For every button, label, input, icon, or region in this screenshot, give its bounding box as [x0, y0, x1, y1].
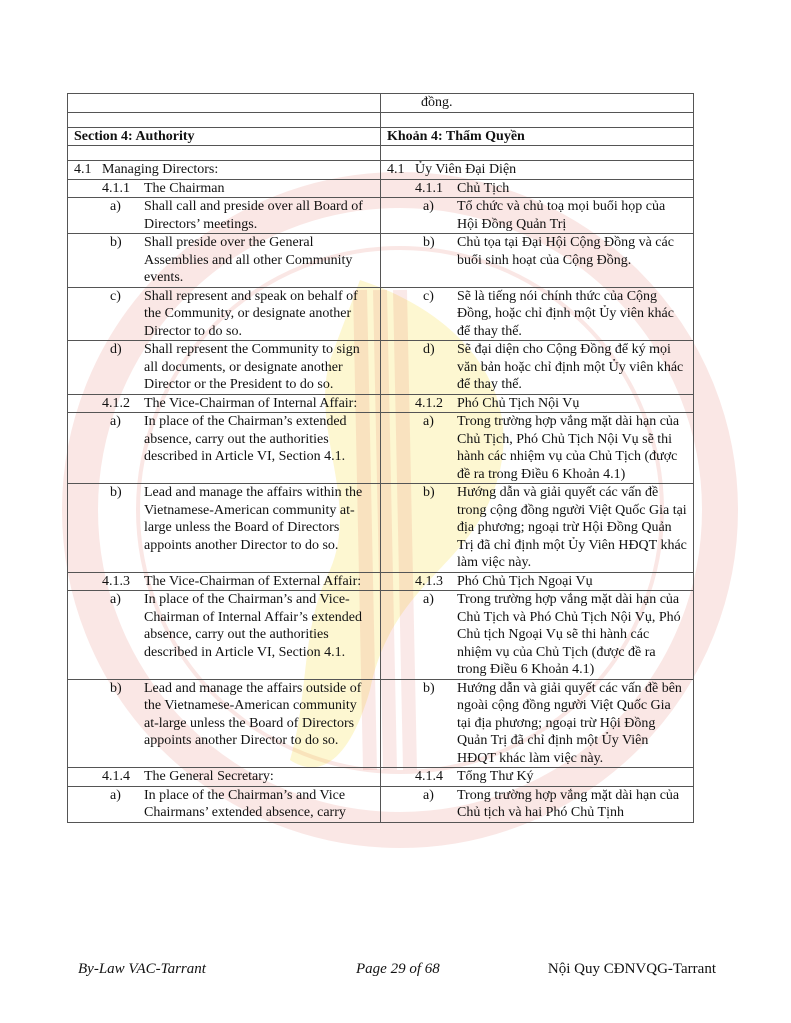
item-text: In place of the Chairman’s and Vice-Chairman of Internal Affair’s extended absence, carry out the authorities described in Article VI, Section 4.1. — [144, 592, 362, 660]
item-mark: a) — [110, 787, 121, 803]
table-row — [68, 786, 694, 822]
table-row — [68, 234, 694, 288]
item-mark: d) — [423, 342, 435, 357]
item-mark: b) — [110, 680, 122, 696]
table-row — [68, 161, 694, 180]
item-text: Phó Chủ Tịch Ngoại Vụ — [457, 573, 593, 589]
item-number: 4.1.4 — [102, 769, 130, 784]
bylaw-bilingual-table — [67, 93, 694, 823]
item-mark: a) — [110, 592, 121, 607]
item-text: In place of the Chairman’s extended absence, carry out the authorities described in Article VI, Section 4.1. — [144, 414, 347, 464]
item-text: Shall represent and speak on behalf of the Community, or designate another Director to do so. — [144, 288, 358, 339]
item-number: 4.1.2 — [102, 395, 130, 411]
top-row-vi: đồng. — [421, 95, 453, 110]
item-text: Lead and manage the affairs outside of the Vietnamese-American community at-large unless the Board of Directors appoints another Director to do so. — [144, 680, 362, 748]
item-number: 4.1 — [387, 162, 405, 177]
item-number: 4.1.2 — [415, 395, 443, 411]
item-text: In place of the Chairman’s and Vice Chairmans’ extended absence, carry — [144, 787, 346, 820]
item-text: Ủy Viên Đại Diện — [415, 162, 517, 177]
item-text: Phó Chủ Tịch Nội Vụ — [457, 395, 580, 411]
item-mark: b) — [110, 235, 122, 250]
item-text: Tổ chức và chủ toạ mọi buổi họp của Hội Đồng Quản Trị — [457, 199, 666, 232]
item-text: Tổng Thư Ký — [457, 769, 534, 784]
item-text: The Vice-Chairman of Internal Affair: — [144, 395, 358, 411]
table-row — [68, 394, 694, 413]
table-row — [68, 572, 694, 591]
item-text: Chủ tọa tại Đại Hội Cộng Đồng và các buổi sinh hoạt của Cộng Đồng. — [457, 235, 674, 268]
item-text: Sẽ đại diện cho Cộng Đồng để ký mọi văn bản hoặc chỉ định một Ủy viên khác để thay thế. — [457, 342, 684, 392]
item-mark: a) — [423, 414, 434, 429]
item-mark: b) — [110, 485, 122, 500]
item-mark: a) — [423, 199, 434, 214]
table-row — [68, 679, 694, 768]
item-text: Managing Directors: — [102, 162, 219, 177]
table-row — [68, 287, 694, 341]
item-number: 4.1.3 — [415, 573, 443, 589]
item-number: 4.1.3 — [102, 573, 130, 589]
section-header-vi: Khoản 4: Thẩm Quyền — [381, 127, 694, 146]
item-mark: c) — [423, 288, 434, 304]
item-text: The General Secretary: — [144, 769, 274, 784]
item-text: Shall represent the Community to sign all documents, or designate another Director or the President to do so. — [144, 342, 360, 392]
item-mark: b) — [423, 680, 435, 696]
footer-left: By-Law VAC-Tarrant — [78, 961, 206, 977]
item-number: 4.1.1 — [415, 180, 443, 196]
item-text: Trong trường hợp vắng mặt dài hạn của Chủ Tịch, Phó Chủ Tịch Nội Vụ sẽ thi hành các nhiệm vụ của Chủ Tịch (được đề ra trong Điều 6 Khoản 4.1) — [457, 414, 680, 482]
item-text: Hướng dẫn và giải quyết các vấn đề trong cộng đồng người Việt Quốc Gia tại địa phương; ngoại trừ Hội Đồng Quản Trị đã chỉ định một Ủy Viên HĐQT khác làm việc này. — [457, 485, 687, 570]
table-row — [68, 341, 694, 395]
item-text: Trong trường hợp vắng mặt dài hạn của Chủ tịch và hai Phó Chủ Tịnh — [457, 787, 680, 820]
section-header-en: Section 4: Authority — [68, 127, 381, 146]
item-mark: b) — [423, 235, 435, 250]
item-mark: a) — [110, 199, 121, 214]
item-mark: a) — [423, 592, 434, 607]
table-row — [68, 413, 694, 484]
item-number: 4.1 — [74, 162, 92, 177]
table-row — [68, 94, 694, 113]
item-text: Trong trường hợp vắng mặt dài hạn của Chủ Tịch và Phó Chủ Tịch Nội Vụ, Phó Chủ tịch Ngoại Vụ sẽ thi hành các nhiệm vụ của Chủ Tịch (được đề ra trong Điều 6 Khoản 4.1) — [457, 592, 681, 677]
item-mark: c) — [110, 288, 121, 304]
table-row — [68, 179, 694, 198]
item-mark: a) — [110, 414, 121, 429]
item-text: Chủ Tịch — [457, 180, 510, 196]
item-mark: b) — [423, 485, 435, 500]
item-mark: d) — [110, 342, 122, 357]
table-row — [68, 591, 694, 680]
table-row — [68, 484, 694, 573]
table-row — [68, 112, 694, 127]
footer-right: Nội Quy CĐNVQG-Tarrant — [547, 961, 716, 977]
item-number: 4.1.1 — [102, 180, 130, 196]
table-row — [68, 768, 694, 787]
item-text: Sẽ là tiếng nói chính thức của Cộng Đồng, hoặc chỉ định một Ủy viên khác để thay thế. — [457, 288, 674, 339]
item-text: Hướng dẫn và giải quyết các vấn đề bên ngoài cộng đồng người Việt Quốc Gia tại địa phương; ngoại trừ Hội Đồng Quản Trị đã chỉ định một Ủy Viên HĐQT khác làm việc này. — [457, 680, 682, 766]
table-row — [68, 146, 694, 161]
item-mark: a) — [423, 787, 434, 803]
section-header-row — [68, 127, 694, 146]
item-text: Shall call and preside over all Board of Directors’ meetings. — [144, 199, 363, 232]
item-text: Shall preside over the General Assemblies and all other Community events. — [144, 235, 353, 285]
table-row — [68, 198, 694, 234]
item-text: The Vice-Chairman of External Affair: — [144, 573, 362, 589]
item-number: 4.1.4 — [415, 769, 443, 784]
item-text: Lead and manage the affairs within the Vietnamese-American community at-large unless the Board of Directors appoints another Director to do so. — [144, 485, 363, 553]
footer-page-number: Page 29 of 68 — [356, 961, 440, 977]
item-text: The Chairman — [144, 180, 225, 196]
